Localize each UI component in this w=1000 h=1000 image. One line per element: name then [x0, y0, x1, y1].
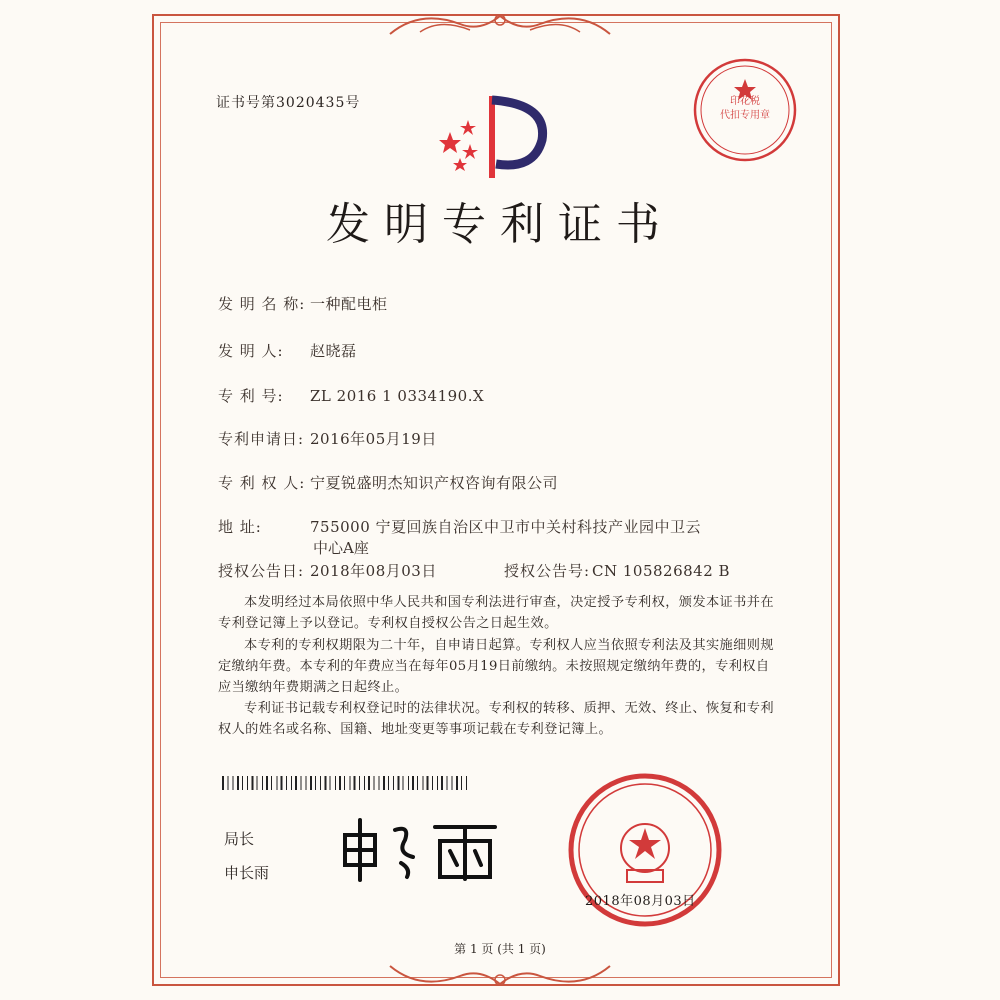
inventor-label: 发 明 人:	[218, 342, 284, 360]
patentee-label: 专 利 权 人:	[218, 474, 306, 492]
tax-stamp-text	[690, 95, 800, 123]
bottom-ornament-icon	[380, 956, 620, 996]
address-label: 地 址:	[218, 518, 262, 536]
field-grant-no	[504, 560, 730, 581]
field-patent-no	[218, 385, 484, 406]
barcode-icon	[222, 776, 470, 790]
field-invention-name	[218, 293, 388, 314]
signatory-title: 局长	[224, 830, 255, 848]
field-inventor	[218, 340, 357, 361]
body-paragraph-1: 本发明经过本局依照中华人民共和国专利法进行审查，决定授予专利权，颁发本证书并在专利登记簿上予以登记。专利权自授权公告之日起生效。	[218, 595, 774, 631]
body-paragraph-2: 本专利的专利权期限为二十年，自申请日起算。专利权人应当依照专利法及其实施细则规定缴纳年费。本专利的年费应当在每年05月19日前缴纳。未按照规定缴纳年费的，专利权自应当缴纳年费期满之日起终止。	[218, 638, 774, 695]
address-value-line2: 中心A座	[313, 539, 369, 557]
address-value-line1: 755000 宁夏回族自治区中卫市中关村科技产业园中卫云	[310, 518, 702, 536]
patentee-value: 宁夏锐盛明杰知识产权咨询有限公司	[310, 474, 559, 492]
top-ornament-icon	[380, 4, 620, 44]
seal-date: 2018年08月03日	[585, 894, 696, 909]
grant-date-label: 授权公告日:	[218, 562, 305, 580]
filing-date-value: 2016年05月19日	[310, 430, 437, 448]
invention-name-value: 一种配电柜	[310, 295, 388, 313]
page-title: 发明专利证书	[326, 199, 674, 250]
patent-office-logo-icon	[430, 92, 550, 182]
handwritten-signature-icon	[335, 805, 515, 885]
tax-stamp-line2: 代扣专用章	[720, 110, 770, 121]
page-indicator: 第 1 页 (共 1 页)	[454, 942, 546, 956]
field-patentee	[218, 472, 558, 493]
body-paragraph-3: 专利证书记载专利权登记时的法律状况。专利权的转移、质押、无效、终止、恢复和专利权人的姓名或名称、国籍、地址变更等事项记载在专利登记簿上。	[218, 701, 774, 737]
field-filing-date	[218, 428, 437, 449]
grant-date-value: 2018年08月03日	[310, 562, 437, 580]
grant-no-label: 授权公告号:	[504, 562, 591, 580]
patent-no-label: 专 利 号:	[218, 387, 284, 405]
signatory-name: 申长雨	[224, 864, 270, 882]
grant-no-value: CN 105826842 B	[592, 562, 731, 580]
field-address	[218, 516, 701, 537]
filing-date-label: 专利申请日:	[218, 430, 305, 448]
tax-stamp-line1: 印花税	[730, 96, 760, 107]
patent-no-value: ZL 2016 1 0334190.X	[310, 387, 485, 405]
certificate-number: 证书号第3020435号	[216, 95, 361, 111]
field-grant-date	[218, 560, 437, 581]
inventor-value: 赵晓磊	[310, 342, 357, 360]
invention-name-label: 发 明 名 称:	[218, 295, 306, 313]
